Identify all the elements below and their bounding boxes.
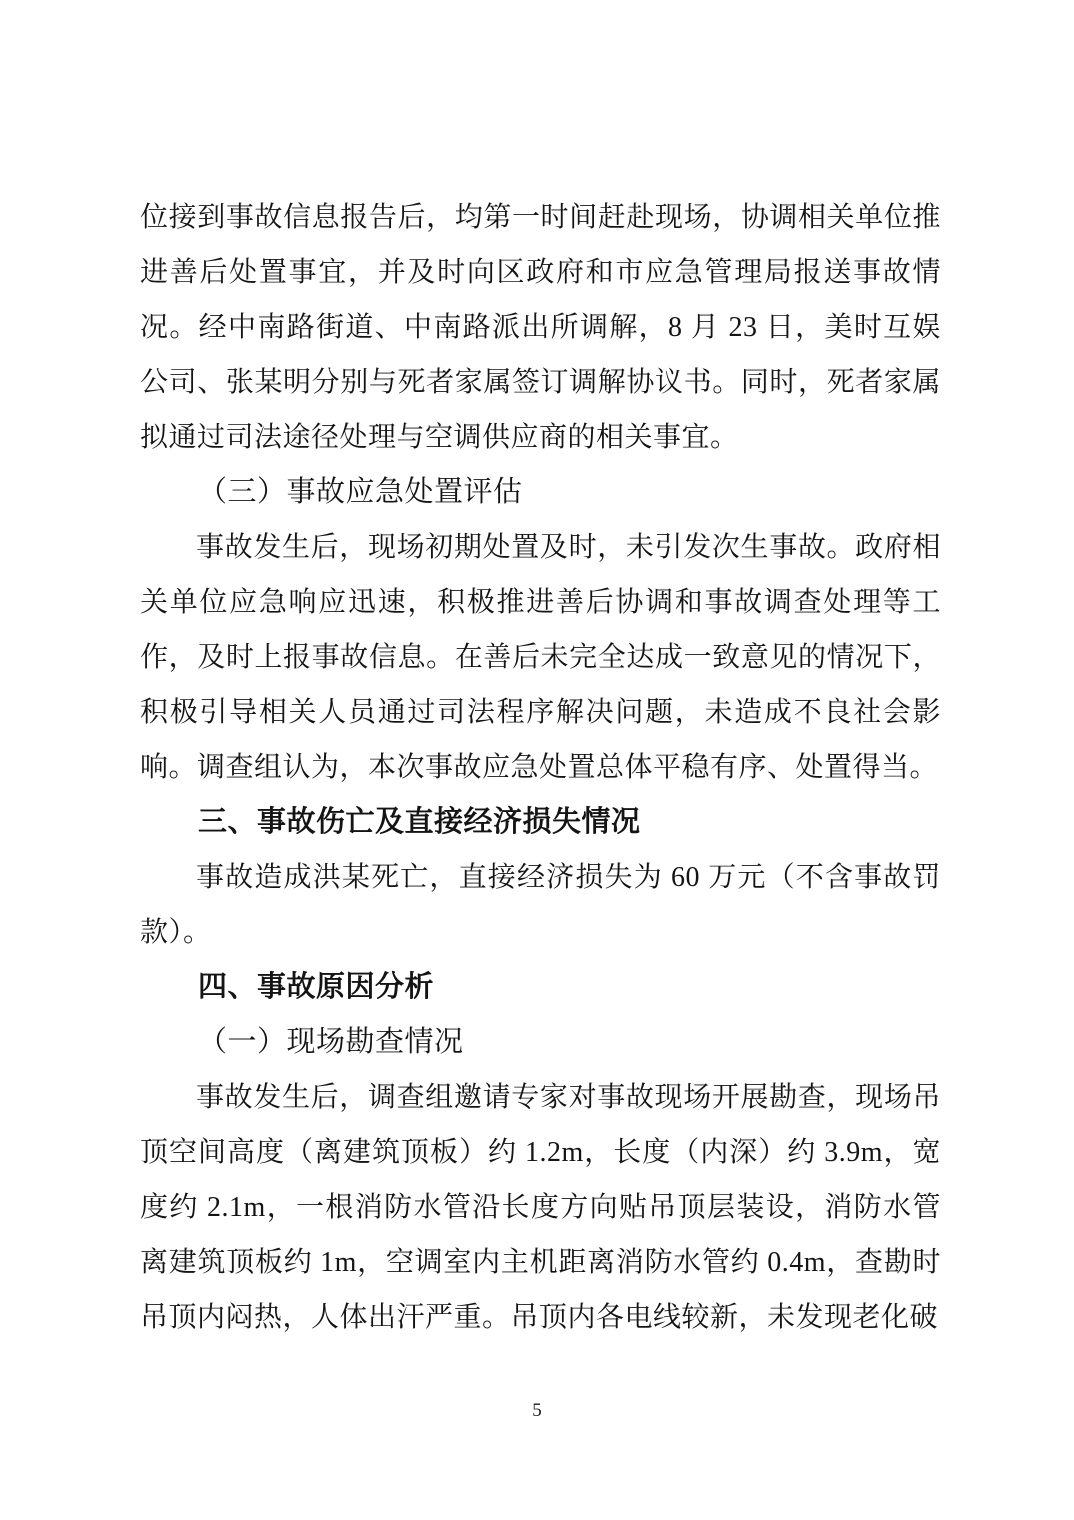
body-paragraph-site-survey: 事故发生后，调查组邀请专家对事故现场开展勘查，现场吊顶空间高度（离建筑顶板）约 1.2m，长度（内深）约 3.9m，宽度约 2.1m，一根消防水管沿长度方向贴吊顶层装设，消防水管离建筑顶板约 1m，空调室内主机距离消防水管约 0.4m，查勘时吊顶内闷热，人体出汗严重。吊顶内各电线较新，未发现老化破 [140, 1082, 941, 1333]
section-heading-accident-cause-analysis: 四、事故原因分析 [198, 971, 435, 1003]
document-body [140, 190, 941, 1345]
body-paragraph-loss-amount: 事故造成洪某死亡，直接经济损失为 60 万元（不含事故罚款）。 [140, 862, 941, 948]
subsection-heading-3-emergency-response-evaluation: （三）事故应急处置评估 [198, 476, 523, 508]
subsection-heading-1-site-survey: （一）现场勘查情况 [198, 1026, 464, 1058]
body-paragraph-emergency-response: 事故发生后，现场初期处置及时，未引发次生事故。政府相关单位应急响应迅速，积极推进善后协调和事故调查处理等工作，及时上报事故信息。在善后未完全达成一致意见的情况下，积极引导相关人员通过司法程序解决问题，未造成不良社会影响。调查组认为，本次事故应急处置总体平稳有序、处置得当。 [140, 532, 941, 783]
section-heading-casualties-and-economic-loss: 三、事故伤亡及直接经济损失情况 [198, 806, 641, 838]
page-number: 5 [532, 1400, 542, 1421]
body-paragraph-continuation: 位接到事故信息报告后，均第一时间赶赴现场，协调相关单位推进善后处置事宜，并及时向区政府和市应急管理局报送事故情况。经中南路街道、中南路派出所调解，8 月 23 日，美时互娱公司、张某明分别与死者家属签订调解协议书。同时，死者家属拟通过司法途径处理与空调供应商的相关事宜。 [140, 202, 941, 453]
